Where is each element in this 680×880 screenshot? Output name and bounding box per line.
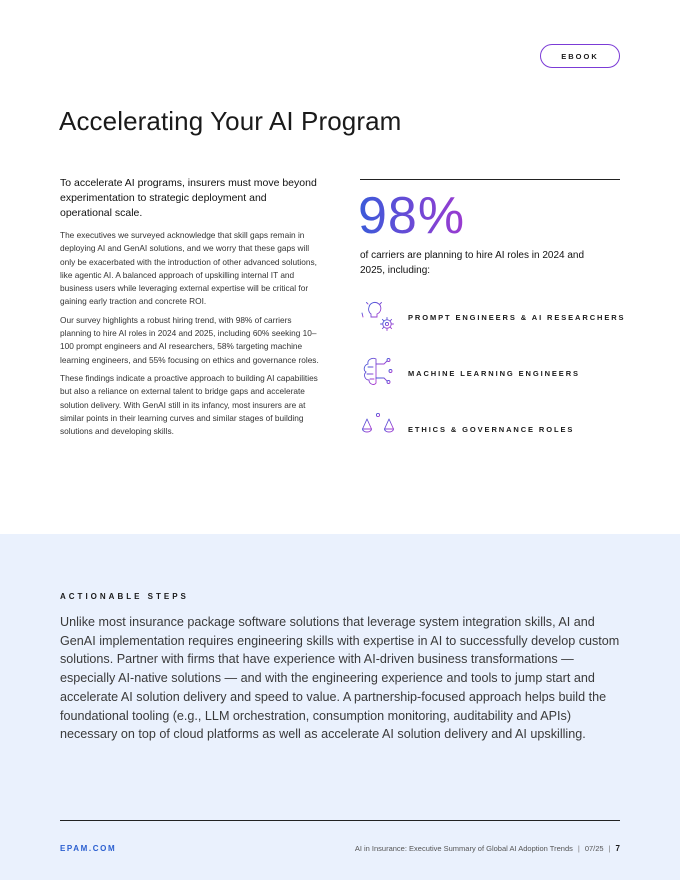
footer-site-link[interactable]: EPAM.COM bbox=[60, 844, 117, 853]
body-paragraph: Our survey highlights a robust hiring trend, with 98% of carriers planning to hire AI roles in 2024 and 2025, including 60% seeking 10–100 prompt engineers and AI researchers, 58% targeting machine learning engineers, and 55% focusing on ethics and governance roles. bbox=[60, 314, 319, 365]
lead-paragraph: To accelerate AI programs, insurers must move beyond experimentation to strategic deployment and operational scale. bbox=[60, 177, 317, 219]
stat-value: 98% bbox=[358, 187, 466, 245]
actionable-steps-heading: ACTIONABLE STEPS bbox=[60, 592, 189, 601]
page-number: 7 bbox=[615, 844, 620, 853]
role-item-ethics-governance bbox=[360, 411, 622, 447]
ebook-badge[interactable]: EBOOK bbox=[540, 44, 620, 68]
role-label: MACHINE LEARNING ENGINEERS bbox=[408, 368, 580, 378]
body-paragraph: The executives we surveyed acknowledge that skill gaps remain in deploying AI and GenAI solutions, and we worry that these gaps will only be exacerbated with the introduction of other advanced solutions, like agentic AI. A balanced approach of upskilling internal IT and business users while leveraging external expertise will be critical for gaining early traction and concrete ROI. bbox=[60, 230, 317, 307]
scales-icon bbox=[360, 411, 398, 447]
footer-date: 07/25 bbox=[584, 844, 604, 853]
footer-meta bbox=[355, 844, 620, 853]
role-label: PROMPT ENGINEERS & AI RESEARCHERS bbox=[408, 312, 626, 322]
lightbulb-gear-icon bbox=[360, 299, 398, 335]
stat-divider bbox=[360, 179, 620, 180]
brain-circuit-icon bbox=[360, 355, 398, 391]
role-item-prompt-engineers bbox=[360, 299, 626, 335]
body-column bbox=[60, 229, 322, 443]
page-title: Accelerating Your AI Program bbox=[59, 106, 402, 136]
body-paragraph: These findings indicate a proactive approach to building AI capabilities but also a reliance on external talent to bridge gaps and accelerate solution delivery. With GenAI still in its infancy, most insurers are at similar points in their learning curves and similar stages of building solutions and developing skills. bbox=[60, 372, 318, 437]
footer-doc-title: AI in Insurance: Executive Summary of Global AI Adoption Trends bbox=[354, 844, 573, 853]
stat-caption: of carriers are planning to hire AI roles in 2024 and 2025, including: bbox=[360, 250, 585, 276]
role-item-ml-engineers bbox=[360, 355, 622, 391]
footer-separator: | bbox=[608, 844, 611, 853]
footer-divider bbox=[60, 820, 620, 821]
role-label: ETHICS & GOVERNANCE ROLES bbox=[408, 424, 575, 434]
actionable-steps-text: Unlike most insurance package software solutions that leverage system integration skills, AI and GenAI implementation requires engineering skills with expertise in AI to successfully develop custom solutions. Partner with firms that have experience with AI-driven business transformations — especially AI-native solutions — and with the engineering experience and tools to jump start and accelerate AI solution delivery and speed to value. A partnership-focused approach helps build the foundational tooling (e.g., LLM orchestration, consumption monitoring, auditability and APIs) necessary on top of cloud platforms as well as accelerate AI solution delivery and AI upskilling. bbox=[60, 615, 620, 742]
footer-separator: | bbox=[577, 844, 580, 853]
